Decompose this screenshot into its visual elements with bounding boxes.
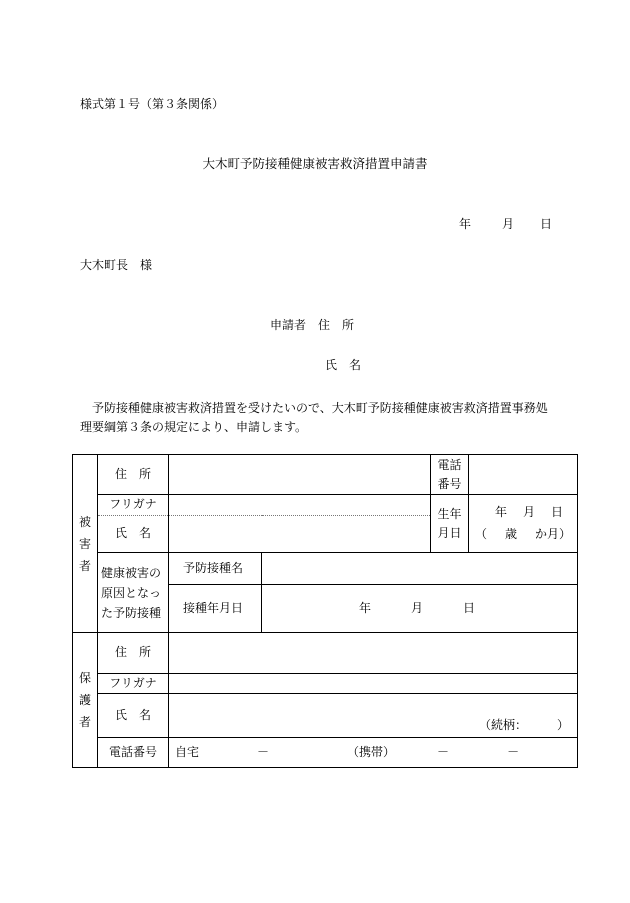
vac-year-label: 年 xyxy=(359,600,372,615)
mobile-dash-2: － xyxy=(507,744,520,759)
request-statement xyxy=(80,399,550,437)
victim-section-label: 被害者 xyxy=(73,455,98,633)
date-month-label: 月 xyxy=(502,217,515,231)
guardian-name-label: 氏 名 xyxy=(98,694,169,738)
victim-name-label: 氏 名 xyxy=(98,516,169,553)
victim-address-label: 住 所 xyxy=(98,455,169,495)
applicant-address-label: 申請者 住 所 xyxy=(270,318,355,332)
age-months-label: か月） xyxy=(534,526,571,541)
victim-address-field[interactable] xyxy=(169,455,431,495)
victim-phone-label: 電話番号 xyxy=(431,455,469,495)
document-title: 大木町予防接種健康被害救済措置申請書 xyxy=(202,156,428,171)
home-dash: － xyxy=(257,744,270,759)
victim-phone-field[interactable] xyxy=(469,455,578,495)
vaccination-date-field[interactable] xyxy=(262,585,578,633)
date-year-label: 年 xyxy=(459,217,472,231)
mobile-dash-1: － xyxy=(437,744,450,759)
addressee: 大木町長 様 xyxy=(80,258,153,272)
victim-furigana-field[interactable] xyxy=(169,495,431,516)
guardian-home-label: 自宅 xyxy=(175,744,200,759)
victim-birth-field[interactable] xyxy=(469,495,578,553)
vaccine-name-field[interactable] xyxy=(262,553,578,585)
guardian-phone-label: 電話番号 xyxy=(98,738,169,768)
guardian-mobile-label: （携帯） xyxy=(347,744,396,759)
victim-name-field[interactable] xyxy=(169,516,431,553)
birth-month-label: 月 xyxy=(522,505,535,520)
application-form-table xyxy=(72,454,578,768)
guardian-name-field[interactable] xyxy=(169,694,578,738)
vaccine-name-label: 予防接種名 xyxy=(169,553,262,585)
guardian-relationship: （続柄： ） xyxy=(478,717,569,732)
vaccination-date-label: 接種年月日 xyxy=(169,585,262,633)
guardian-address-label: 住 所 xyxy=(98,633,169,674)
birth-day-label: 日 xyxy=(550,505,563,520)
victim-furigana-label: フリガナ xyxy=(98,495,169,516)
date-day-label: 日 xyxy=(540,217,553,231)
form-number: 様式第１号（第３条関係） xyxy=(80,97,225,111)
guardian-furigana-label: フリガナ xyxy=(98,674,169,694)
guardian-furigana-field[interactable] xyxy=(169,674,578,694)
vac-day-label: 日 xyxy=(462,600,475,615)
guardian-phone-field[interactable] xyxy=(169,738,578,768)
request-statement-text: 予防接種健康被害救済措置を受けたいので、大木町予防接種健康被害救済措置事務処理要綱第３条の規定により、申請します。 xyxy=(80,401,548,434)
victim-birth-label: 生年月日 xyxy=(431,495,469,553)
guardian-address-field[interactable] xyxy=(169,633,578,674)
applicant-name-label: 氏 名 xyxy=(325,358,362,372)
cause-vaccination-label: 健康被害の原因となった予防接種 xyxy=(98,553,169,633)
age-open-paren: （ xyxy=(475,526,488,541)
guardian-section-label: 保護者 xyxy=(73,633,98,768)
vac-month-label: 月 xyxy=(410,600,423,615)
birth-year-label: 年 xyxy=(494,505,507,520)
age-years-label: 歳 xyxy=(504,526,517,541)
